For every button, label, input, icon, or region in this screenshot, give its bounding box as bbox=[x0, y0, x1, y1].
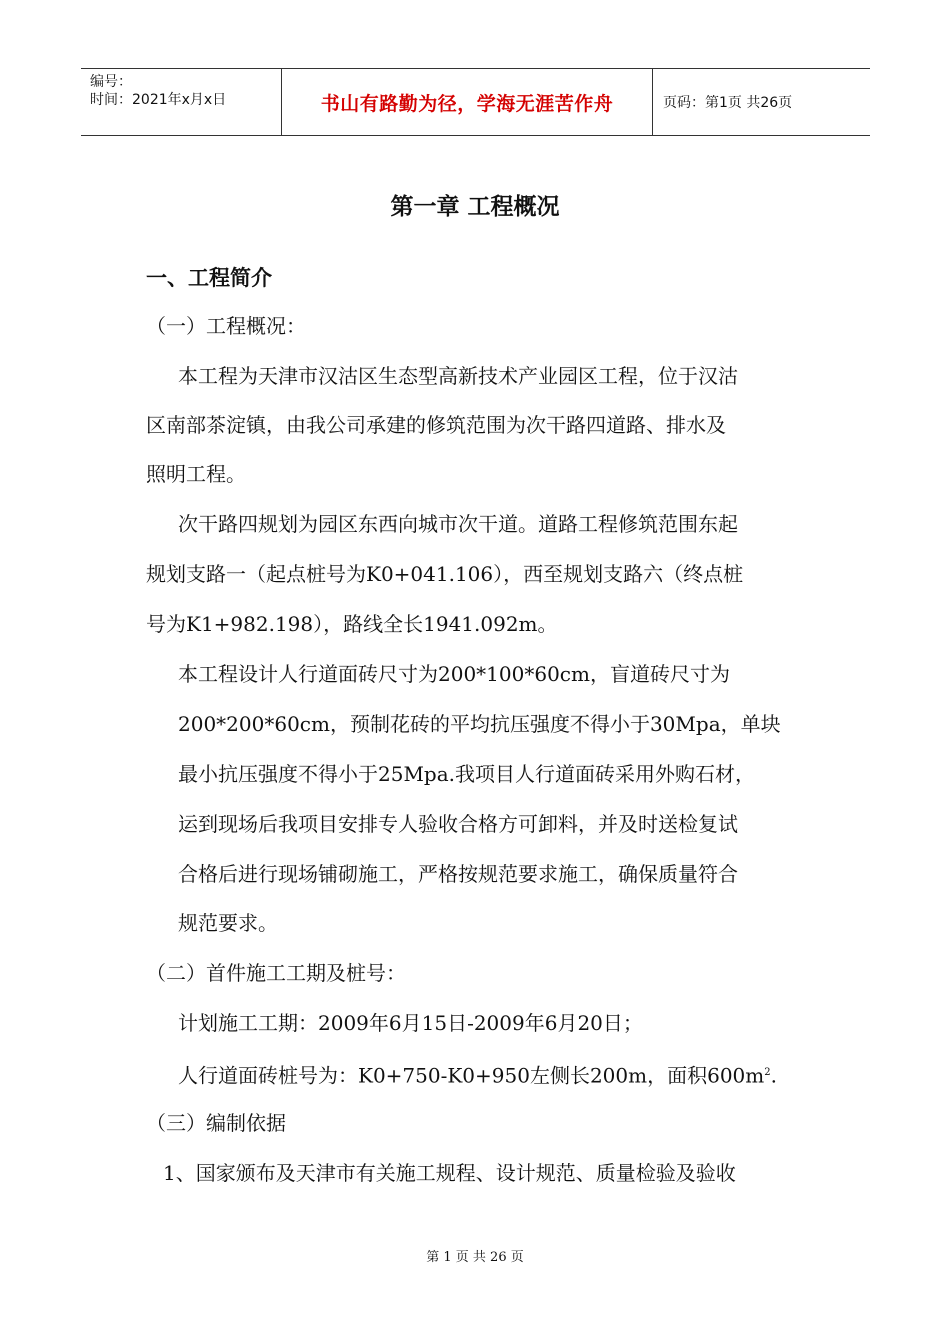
list-item: 1、国家颁布及天津市有关施工规程、设计规范、质量检验及验收 bbox=[163, 1161, 736, 1185]
header-meta-cell bbox=[81, 69, 282, 135]
paragraph-line: 照明工程。 bbox=[146, 462, 246, 486]
subsection-heading: （一）工程概况： bbox=[146, 314, 306, 338]
section-title: 一、工程简介 bbox=[146, 266, 272, 290]
paragraph-line: 规范要求。 bbox=[178, 911, 278, 935]
motto-text: 书山有路勤为径，学海无涯苦作舟 bbox=[320, 92, 614, 115]
paragraph-line-area bbox=[178, 1059, 777, 1090]
chapter-title: 第一章 工程概况 bbox=[390, 194, 560, 220]
paragraph-line: 合格后进行现场铺砌施工，严格按规范要求施工，确保质量符合 bbox=[178, 862, 738, 886]
header-motto-cell bbox=[282, 69, 653, 135]
header-page-cell bbox=[653, 69, 870, 135]
paragraph-line: 计划施工工期：2009年6月15日-2009年6月20日； bbox=[178, 1011, 643, 1035]
paragraph-line: 区南部茶淀镇，由我公司承建的修筑范围为次干路四道路、排水及 bbox=[146, 413, 726, 437]
area-superscript: 2 bbox=[764, 1067, 771, 1078]
area-text: 人行道面砖桩号为：K0+750-K0+950左侧长200m，面积600m bbox=[178, 1063, 765, 1088]
time-label: 时间：2021年x月x日 bbox=[90, 92, 227, 108]
paragraph-line: 规划支路一（起点桩号为K0+041.106），西至规划支路六（终点桩 bbox=[146, 562, 744, 586]
subsection-heading: （二）首件施工工期及桩号： bbox=[146, 961, 406, 985]
page-footer: 第 1 页 共 26 页 bbox=[426, 1250, 524, 1265]
paragraph-line: 次干路四规划为园区东西向城市次干道。道路工程修筑范围东起 bbox=[178, 512, 738, 536]
number-label: 编号： bbox=[90, 74, 132, 90]
subsection-heading: （三）编制依据 bbox=[146, 1111, 286, 1135]
paragraph-line: 本工程为天津市汉沽区生态型高新技术产业园区工程，位于汉沽 bbox=[178, 364, 738, 388]
paragraph-line: 本工程设计人行道面砖尺寸为200*100*60cm，盲道砖尺寸为 bbox=[178, 662, 730, 686]
paragraph-line: 运到现场后我项目安排专人验收合格方可卸料，并及时送检复试 bbox=[178, 812, 738, 836]
header-table bbox=[81, 68, 870, 136]
page-info: 页码：第1页 共26页 bbox=[663, 95, 793, 111]
area-period: . bbox=[770, 1063, 777, 1088]
paragraph-line: 200*200*60cm，预制花砖的平均抗压强度不得小于30Mpa，单块 bbox=[178, 712, 781, 736]
paragraph-line: 最小抗压强度不得小于25Mpa.我项目人行道面砖采用外购石材， bbox=[178, 762, 756, 786]
paragraph-line: 号为K1+982.198），路线全长1941.092m。 bbox=[146, 612, 558, 636]
